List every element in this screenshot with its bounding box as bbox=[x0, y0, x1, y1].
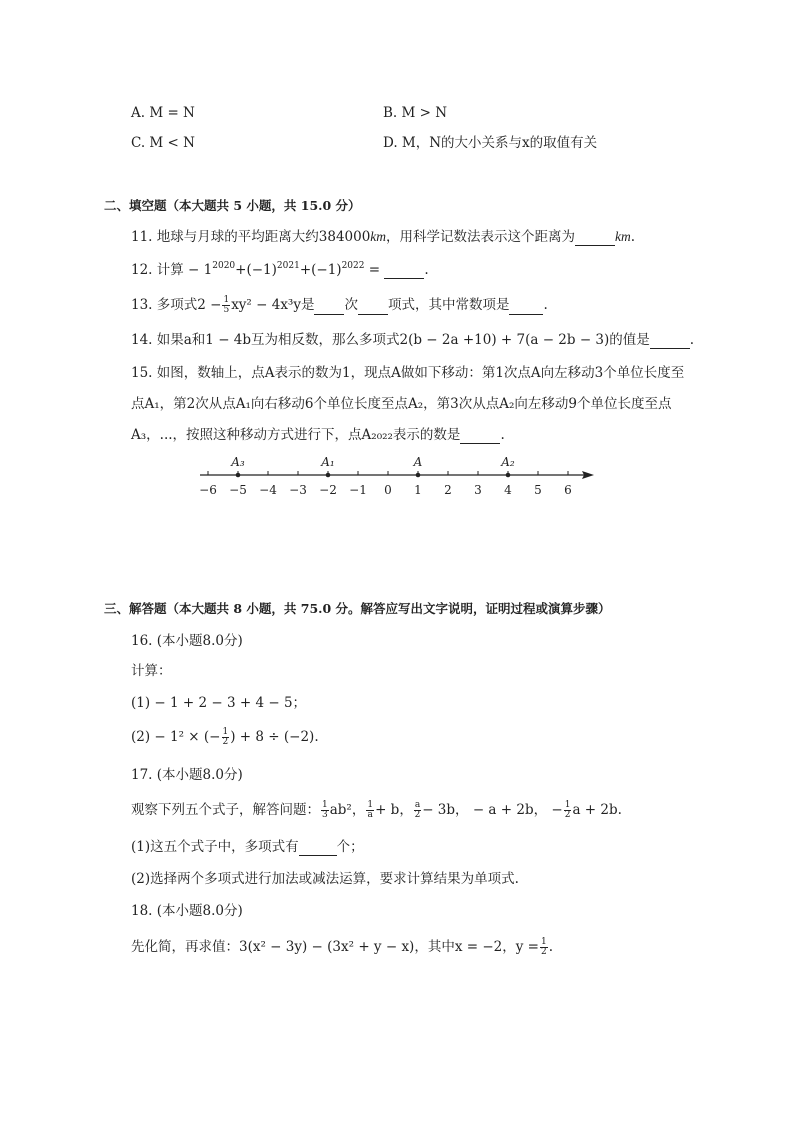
answer-blank[interactable] bbox=[460, 429, 500, 444]
tick-label: −1 bbox=[349, 483, 367, 497]
question-15-line3: A₃，...，按照这种移动方式进行下，点A₂₀₂₂表示的数是 . bbox=[131, 427, 505, 443]
section-2-header: 二、填空题（本大题共 5 小题，共 15.0 分） bbox=[104, 198, 361, 213]
fraction: $\frac{1}{2}$ bbox=[222, 727, 229, 747]
question-14: 14. 如果a和1 − 4b互为相反数，那么多项式2(b − 2a +10) + 7(a − 2b − 3)的值是 . bbox=[131, 332, 695, 348]
number-line bbox=[195, 450, 605, 505]
point-dot bbox=[236, 473, 241, 478]
tick-label: 4 bbox=[504, 483, 512, 497]
point-dot bbox=[326, 473, 331, 478]
point-dot bbox=[506, 473, 511, 478]
question-12: 12. 计算 − $1^{2020}+(-1)^{2021}+(-1)^{2022}$ = . bbox=[131, 261, 429, 278]
answer-blank[interactable] bbox=[358, 300, 388, 315]
tick-label: −2 bbox=[319, 483, 337, 497]
fraction: $\frac{1}{2}$ bbox=[540, 937, 547, 957]
point-label: A₃ bbox=[231, 455, 245, 469]
question-17-title: 17. (本小题8.0分) bbox=[131, 767, 243, 783]
fraction: $\frac{1}{3}$ bbox=[322, 800, 328, 820]
fraction: $\frac{1}{a}$ bbox=[367, 800, 374, 820]
answer-blank[interactable] bbox=[314, 300, 344, 315]
fraction: $\frac{1}{2}$ bbox=[564, 800, 571, 820]
choice-c: C. M < N bbox=[131, 135, 195, 151]
answer-blank[interactable] bbox=[650, 334, 690, 349]
point-label: A bbox=[413, 455, 423, 469]
fraction: $\frac{a}{2}$ bbox=[414, 800, 421, 820]
question-18-body: 先化简，再求值：3(x² − 3y) − (3x² + y − x)，其中x = −2，y = $\frac{1}{2}$ . bbox=[131, 937, 553, 957]
question-17-part2: (2)选择两个多项式进行加法或减法运算，要求计算结果为单项式. bbox=[131, 871, 519, 887]
question-13: 13. 多项式2 − $\frac{1}{5}$ xy² − 4x³y是 次 项式，其中常数项是 . bbox=[131, 295, 548, 315]
tick-label: 6 bbox=[564, 483, 572, 497]
answer-blank[interactable] bbox=[575, 231, 615, 246]
question-16-title: 16. (本小题8.0分) bbox=[131, 633, 243, 649]
point-dot bbox=[416, 473, 421, 478]
question-16-intro: 计算： bbox=[131, 663, 172, 679]
tick-label: 2 bbox=[444, 483, 452, 497]
question-17-intro: 观察下列五个式子，解答问题： $\frac{1}{3}$ ab²， $\frac{1}{a}$ + b， $\frac{a}{2}$ − 3b， − a + 2b， − $\frac{1}{2}$ a + 2b. bbox=[131, 800, 622, 820]
tick-label: −6 bbox=[199, 483, 217, 497]
point-label: A₁ bbox=[321, 455, 335, 469]
answer-blank[interactable] bbox=[509, 300, 543, 315]
answer-blank[interactable] bbox=[384, 264, 424, 279]
tick-label: 3 bbox=[474, 483, 482, 497]
question-16-part1: (1) − 1 + 2 − 3 + 4 − 5； bbox=[131, 695, 307, 711]
fraction: $\frac{1}{5}$ bbox=[223, 295, 230, 315]
tick-label: 1 bbox=[414, 483, 422, 497]
tick-label: −4 bbox=[259, 483, 277, 497]
question-17-part1: (1)这五个式子中，多项式有 个； bbox=[131, 839, 364, 855]
choice-a: A. M = N bbox=[131, 105, 195, 121]
question-16-part2: (2) − 1² × (− $\frac{1}{2}$ ) + 8 ÷ (−2). bbox=[131, 727, 319, 747]
tick-label: 5 bbox=[534, 483, 542, 497]
tick-label: 0 bbox=[384, 483, 392, 497]
question-15-line2: 点A₁，第2次从点A₁向右移动6个单位长度至点A₂，第3次从点A₂向左移动9个单位长度至点 bbox=[131, 396, 672, 412]
point-label: A₂ bbox=[501, 455, 515, 469]
tick-label: −3 bbox=[289, 483, 307, 497]
tick-label: −5 bbox=[229, 483, 247, 497]
question-11: 11. 地球与月球的平均距离大约384000km，用科学记数法表示这个距离为 km. bbox=[131, 229, 636, 245]
choice-b: B. M > N bbox=[383, 105, 448, 121]
choice-d: D. M，N的大小关系与x的取值有关 bbox=[383, 135, 598, 151]
section-3-header: 三、解答题（本大题共 8 小题，共 75.0 分。解答应写出文字说明，证明过程或演算步骤） bbox=[104, 601, 611, 616]
question-18-title: 18. (本小题8.0分) bbox=[131, 903, 243, 919]
answer-blank[interactable] bbox=[299, 841, 337, 856]
question-15-line1: 15. 如图，数轴上，点A表示的数为1，现点A做如下移动：第1次点A向左移动3个单位长度至 bbox=[131, 365, 685, 381]
